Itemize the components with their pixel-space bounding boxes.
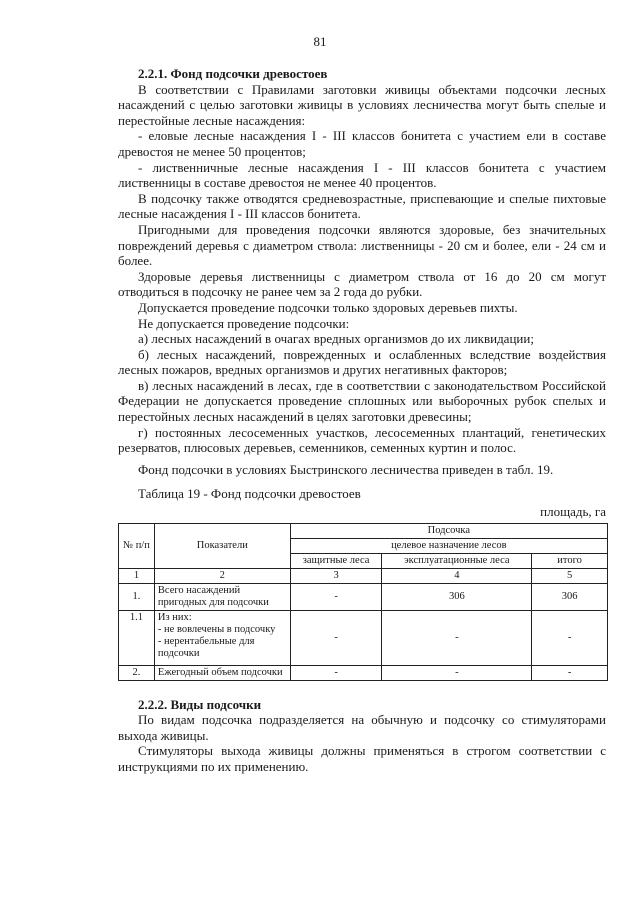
table-cell: - (532, 665, 608, 680)
paragraph: в) лесных насаждений в лесах, где в соответствии с законодательством Российской Федерации не допускается проведение сплошных или выборочных рубок спелых и перестойных лесных насаждений в целях заготовки древесины; (118, 377, 606, 425)
header-protective: защитные леса (290, 553, 382, 568)
paragraph: Фонд подсочки в условиях Быстринского лесничества приведен в табл. 19. (138, 461, 554, 477)
paragraph: а) лесных насаждений в очагах вредных организмов до их ликвидации; (138, 331, 534, 347)
text-body (118, 66, 606, 775)
table-cell: 1.1 (119, 610, 155, 665)
paragraph: В подсочку также отводятся средневозрастные, приспевающие и спелые пихтовые лесные насаждения I - III классов бонитета. (118, 190, 606, 222)
table-cell: 1 (119, 568, 155, 583)
paragraph: Здоровые деревья лиственницы с диаметром ствола от 16 до 20 см могут отводиться в подсочку не ранее чем за 2 года до рубки. (118, 268, 606, 300)
table-cell: 306 (382, 583, 532, 610)
table-cell: 2 (154, 568, 290, 583)
table-cell: 2. (119, 665, 155, 680)
table-cell: 4 (382, 568, 532, 583)
table-cell: 3 (290, 568, 382, 583)
paragraph: Стимуляторы выхода живицы должны применяться в строгом соответствии с инструкциями по их применению. (118, 743, 606, 774)
paragraph: б) лесных насаждений, поврежденных и ослабленных вследствие воздействия лесных пожаров, вредных организмов и других негативных факторов; (118, 346, 606, 378)
paragraph: - лиственничные лесные насаждения I - III классов бонитета с участием лиственницы в составе древостоя не менее 40 процентов. (118, 159, 606, 191)
table-cell: Всего насаждений пригодных для подсочки (154, 583, 290, 610)
table-cell: - (382, 665, 532, 680)
header-total: итого (532, 553, 608, 568)
index-row (119, 568, 608, 583)
table-cell: - (532, 610, 608, 665)
table-cell: - (382, 610, 532, 665)
header-num: № п/п (119, 523, 155, 568)
table-cell: Из них: - не вовлечены в подсочку - нерентабельные для подсочки (154, 610, 290, 665)
table-caption: Таблица 19 - Фонд подсочки древостоев (138, 486, 361, 502)
paragraph: Пригодными для проведения подсочки являются здоровые, без значительных повреждений деревья с диаметром ствола: лиственницы - 20 см и более, ели - 24 см и более. (118, 221, 606, 269)
table-row (119, 583, 608, 610)
table-row (119, 665, 608, 680)
table-cell: - (290, 583, 382, 610)
table-cell: 1. (119, 583, 155, 610)
paragraph: г) постоянных лесосеменных участков, лесосеменных плантаций, генетических резерватов, плюсовых деревьев, семенников, семенных куртин и полос. (118, 424, 606, 456)
header-exploitation: эксплуатационные леса (382, 553, 532, 568)
paragraph: Не допускается проведение подсочки: (138, 315, 350, 331)
header-subgroup: целевое назначение лесов (290, 538, 607, 553)
header-indicator: Показатели (154, 523, 290, 568)
paragraph: Допускается проведение подсочки только здоровых деревьев пихты. (138, 299, 518, 315)
paragraph: В соответствии с Правилами заготовки живицы объектами подсочки лесных насаждений с целью заготовки живицы в условиях лесничества могут быть спелые и перестойные лесные насаждения: (118, 81, 606, 128)
table-cell: - (290, 665, 382, 680)
table-cell: - (290, 610, 382, 665)
table-cell: 306 (532, 583, 608, 610)
page-number: 81 (313, 34, 327, 49)
header-group: Подсочка (290, 523, 607, 538)
paragraph: - еловые лесные насаждения I - III классов бонитета с участием ели в составе древостоя не менее 50 процентов; (118, 128, 606, 159)
paragraph: По видам подсочка подразделяется на обычную и подсочку со стимуляторами выхода живицы. (118, 712, 606, 743)
table-unit: площадь, га (540, 504, 606, 520)
data-table (118, 523, 608, 681)
table-row (119, 610, 608, 665)
section-heading: 2.2.1. Фонд подсочки древостоев (138, 66, 328, 81)
section-heading: 2.2.2. Виды подсочки (138, 696, 262, 712)
table-cell: Ежегодный объем подсочки (154, 665, 290, 680)
table-cell: 5 (532, 568, 608, 583)
